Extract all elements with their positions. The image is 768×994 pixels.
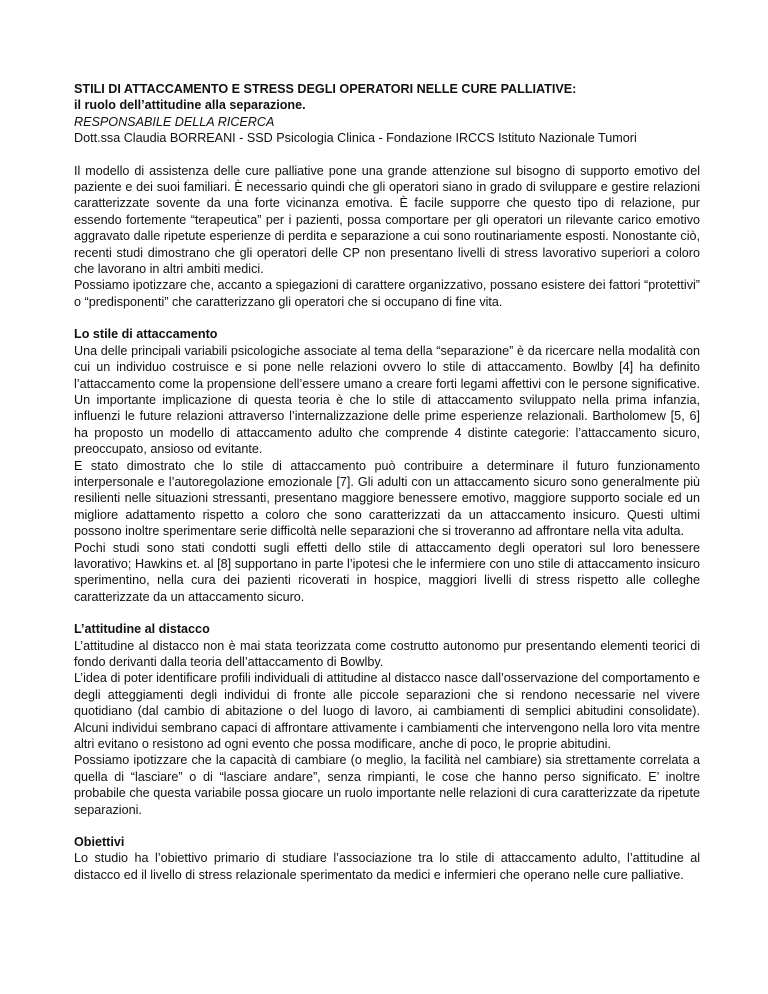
section-paragraph: Una delle principali variabili psicologiche associate al tema della “separazione” è da ricercare nella modalità con cui un individuo costruisce e si pone nelle relazioni ovvero lo stile di attaccamento. Bowlby [4] ha definito l’attaccamento come la propensione dell’essere umano a creare forti legami affettivi con le persone significative. Un importante implicazione di questa teoria è che lo stile di attaccamento sviluppato nella prima infanzia, influenzi le future relazioni attraverso l’internalizzazione delle prime esperienze relazionali. Bartholomew [5, 6] ha proposto un modello di attaccamento adulto che comprende 4 distinte categorie: l’attaccamento sicuro, preoccupato, ansioso od evitante.: [74, 343, 700, 457]
intro-paragraph: Possiamo ipotizzare che, accanto a spiegazioni di carattere organizzativo, possano esistere dei fattori “protettivi” o “predisponenti” che caratterizzano gli operatori che si occupano di fine vita.: [74, 278, 700, 309]
section-paragraph: L’idea di poter identificare profili individuali di attitudine al distacco nasce dall’osservazione del comportamento e degli atteggiamenti degli individui di fronte alle piccole separazioni che si rendono necessarie nel vivere quotidiano (dal cambio di abitazione o del luogo di lavoro, ai cambiamenti di semplici abitudini consolidate). Alcuni individui sembrano capaci di affrontare attivamente i cambiamenti che intervengono nella loro vita mentre altri evitano o resistono ad ogni evento che possa modificare, anche di poco, le proprie abitudini.: [74, 671, 700, 752]
responsabile-name: Dott.ssa Claudia BORREANI - SSD Psicologia Clinica - Fondazione IRCCS Istituto Nazionale Tumori: [74, 131, 637, 146]
section-paragraph: E stato dimostrato che lo stile di attaccamento può contribuire a determinare il futuro funzionamento interpersonale e l’autoregolazione emozionale [7]. Gli adulti con un attaccamento sicuro sono generalmente più resilienti nelle situazioni stressanti, presentano maggiore benessere emotivo, maggiore supporto sociale ed un migliore adattamento rispetto a coloro che sono caratterizzati da un attaccamento insicuro. Questi ultimi possono inoltre sperimentare serie difficoltà nelle separazioni che si troveranno ad affrontare nella vita adulta.: [74, 458, 700, 539]
responsabile-label: RESPONSABILE DELLA RICERCA: [74, 114, 275, 129]
section-stile-attaccamento: [74, 326, 700, 605]
intro-paragraph: Il modello di assistenza delle cure palliative pone una grande attenzione sul bisogno di supporto emotivo del paziente e dei suoi familiari. È necessario quindi che gli operatori siano in grado di sviluppare e gestire relazioni caratterizzate sovente da una forte vicinanza emotiva. È facile supporre che questo tipo di relazione, pur essendo fortemente “terapeutica” per i pazienti, possa comportare per gli operatori un rilevante carico emotivo aggravato dalle ripetute esperienze di perdita e separazione a cui sono routinariamente esposti. Nonostante ciò, recenti studi dimostrano che gli operatori delle CP non presentano livelli di stress lavorativo superiori a coloro che lavorano in altri ambiti medici.: [74, 163, 700, 277]
document-subtitle: il ruolo dell’attitudine alla separazione.: [74, 98, 306, 113]
section-paragraph: Lo studio ha l’obiettivo primario di studiare l’associazione tra lo stile di attaccamento adulto, l’attitudine al distacco ed il livello di stress relazionale sperimentato da medici e infermieri che operano nelle cure palliative.: [74, 851, 700, 882]
section-obiettivi: [74, 834, 700, 883]
intro-section: [74, 163, 700, 311]
document-header: [74, 81, 700, 147]
section-heading: Lo stile di attaccamento: [74, 327, 218, 342]
section-paragraph: L’attitudine al distacco non è mai stata teorizzata come costrutto autonomo pur presentando elementi teorici di fondo derivanti dalla teoria dell’attaccamento di Bowlby.: [74, 638, 700, 669]
document-title: STILI DI ATTACCAMENTO E STRESS DEGLI OPERATORI NELLE CURE PALLIATIVE:: [74, 82, 577, 96]
section-paragraph: Possiamo ipotizzare che la capacità di cambiare (o meglio, la facilità nel cambiare) sia strettamente correlata a quella di “lasciare” o di “lasciare andare”, senza rimpianti, le cose che hanno perso significato. E’ inoltre probabile che questa variabile possa giocare un ruolo importante nelle relazioni di cura caratterizzate da ripetute separazioni.: [74, 753, 700, 817]
section-heading: Obiettivi: [74, 835, 125, 850]
section-attitudine-distacco: [74, 621, 700, 818]
section-paragraph: Pochi studi sono stati condotti sugli effetti dello stile di attaccamento degli operatori sul loro benessere lavorativo; Hawkins et. al [8] supportano in parte l’ipotesi che le infermiere con uno stile di attaccamento insicuro sperimentino, nella cura dei pazienti ricoverati in hospice, maggiori livelli di stress rispetto alle colleghe caratterizzate da un attaccamento sicuro.: [74, 540, 700, 604]
section-heading: L’attitudine al distacco: [74, 622, 210, 637]
